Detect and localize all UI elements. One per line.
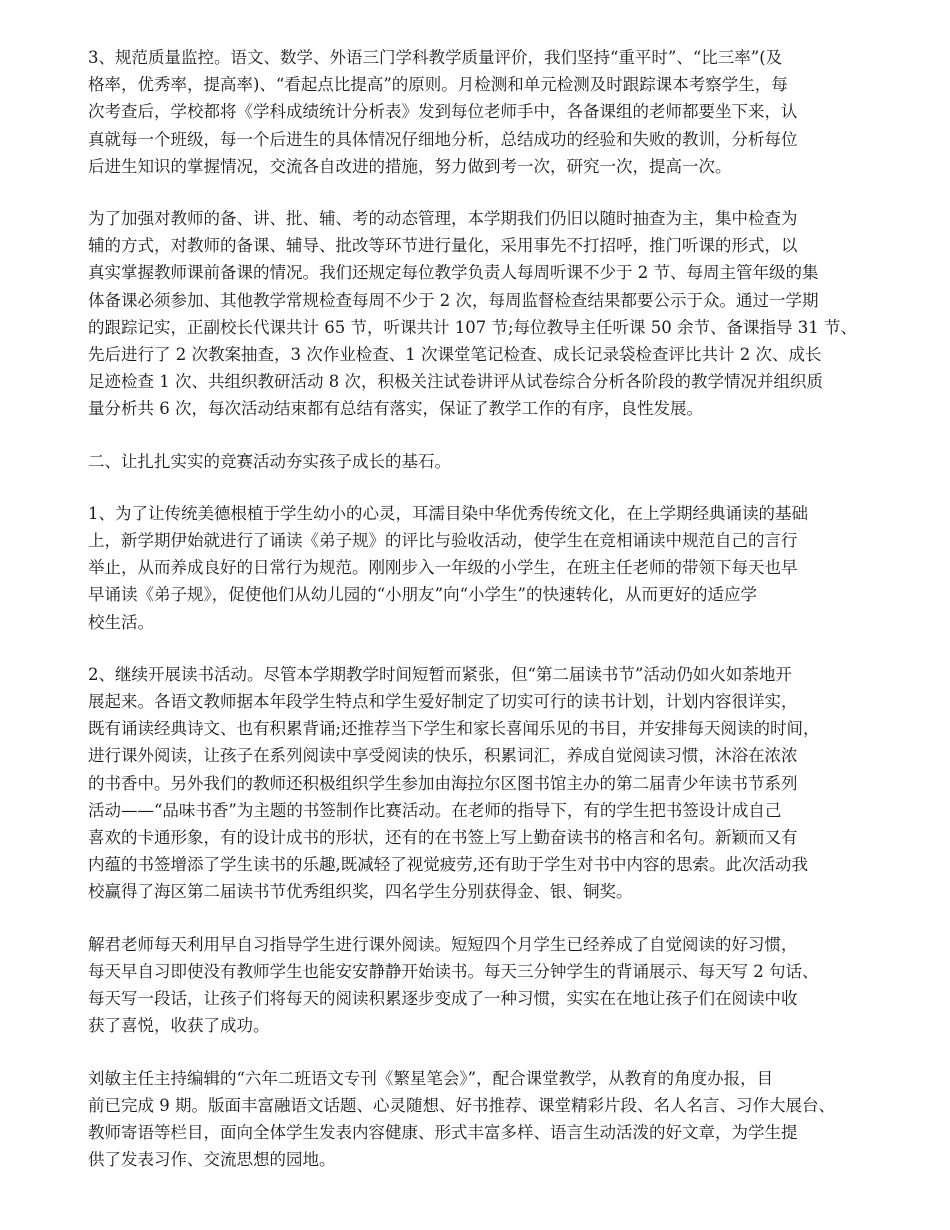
text-line: 每天早自习即使没有教师学生也能安安静静开始读书。每天三分钟学生的背诵展示、每天写 2 句话、: [88, 961, 819, 981]
text-line: 次考查后，学校都将《学科成绩统计分析表》发到每位老师手中，各备课组的老师都要坐下来，认: [88, 102, 798, 122]
text-line: 早诵读《弟子规》，促使他们从幼儿园的“小朋友”向“小学生”的快速转化，从而更好的适应学: [88, 585, 757, 605]
text-line: 供了发表习作、交流思想的园地。: [88, 1150, 336, 1170]
text-line: 格率，优秀率，提高率)、“看起点比提高”的原则。月检测和单元检测及时跟踪课本考察学生，每: [88, 75, 788, 95]
text-line: 为了加强对教师的备、讲、批、辅、考的动态管理，本学期我们仍旧以随时抽查为主，集中检查为: [88, 209, 798, 229]
text-line: 解君老师每天利用早自习指导学生进行课外阅读。短短四个月学生已经养成了自觉阅读的好习惯，: [88, 934, 798, 954]
text-line: 量分析共 6 次，每次活动结束都有总结有落实，保证了教学工作的有序，良性发展。: [88, 399, 703, 419]
paragraph-class-journal: [88, 1065, 908, 1174]
document-page: [88, 44, 908, 1198]
text-line: 校赢得了海区第二届读书节优秀组织奖，四名学生分别获得金、银、铜奖。: [88, 882, 633, 902]
text-line: 内蕴的书签增添了学生读书的乐趣,既减轻了视觉疲劳,还有助于学生对书中内容的思索。此次活动我: [88, 855, 808, 875]
text-line: 举止，从而养成良好的日常行为规范。刚刚步入一年级的小学生，在班主任老师的带领下每天也早: [88, 558, 798, 578]
text-line: 的跟踪记实，正副校长代课共计 65 节，听课共计 107 节;每位教导主任听课 50 余节、备课指导 31 节、: [88, 317, 857, 337]
text-line: 1、为了让传统美德根植于学生幼小的心灵，耳濡目染中华优秀传统文化，在上学期经典诵读的基础: [88, 503, 808, 523]
text-line: 喜欢的卡通形象，有的设计成书的形状，还有的在书签上写上勤奋读书的格言和名句。新颖而又有: [88, 828, 798, 848]
paragraph-dizigui-recitation: [88, 500, 908, 636]
paragraph-quality-monitoring: [88, 44, 908, 180]
text-line: 展起来。各语文教师据本年段学生特点和学生爱好制定了切实可行的读书计划，计划内容很详实，: [88, 692, 798, 712]
text-line: 活动——“品味书香”为主题的书签制作比赛活动。在老师的指导下，有的学生把书签设计成自己: [88, 800, 782, 820]
text-line: 的书香中。另外我们的教师还积极组织学生参加由海拉尔区图书馆主办的第二届青少年读书节系列: [88, 773, 798, 793]
text-line: 先后进行了 2 次教案抽查，3 次作业检查、1 次课堂笔记检查、成长记录袋检查评比共计 2 次、成长: [88, 345, 822, 365]
text-line: 刘敏主任主持编辑的“六年二班语文专刊《繁星笔会》”，配合课堂教学，从教育的角度办报，目: [88, 1068, 774, 1088]
paragraph-reading-activities: [88, 661, 908, 906]
text-line: 2、继续开展读书活动。尽管本学期教学时间短暂而紧张，但“第二届读书节”活动仍如火如荼地开: [88, 664, 792, 684]
text-line: 前已完成 9 期。版面丰富融语文话题、心灵随想、好书推荐、课堂精彩片段、名人名言、习作大展台、: [88, 1095, 835, 1115]
text-line: 真就每一个班级，每一个后进生的具体情况仔细地分析，总结成功的经验和失败的教训，分析每位: [88, 129, 798, 149]
text-line: 教师寄语等栏目，面向全体学生发表内容健康、形式丰富多样、语言生动活泼的好文章，为学生提: [88, 1122, 798, 1142]
text-line: 后进生知识的掌握情况，交流各自改进的措施，努力做到考一次，研究一次，提高一次。: [88, 156, 732, 176]
text-line: 每天写一段话，让孩子们将每天的阅读积累逐步变成了一种习惯，实实在在地让孩子们在阅读中收: [88, 989, 798, 1009]
text-line: 校生活。: [88, 612, 154, 632]
paragraph-teacher-management: [88, 205, 908, 423]
text-line: 足迹检查 1 次、共组织教研活动 8 次，积极关注试卷讲评从试卷综合分析各阶段的教学情况并组织质: [88, 372, 823, 392]
text-line: 3、规范质量监控。语文、数学、外语三门学科教学质量评价，我们坚持“重平时”、“比三率”(及: [88, 48, 783, 67]
text-line: 辅的方式，对教师的备课、辅导、批改等环节进行量化，采用事先不打招呼，推门听课的形式，以: [88, 236, 798, 256]
text-line: 获了喜悦，收获了成功。: [88, 1016, 270, 1036]
paragraph-morning-reading: [88, 931, 908, 1040]
text-line: 上，新学期伊始就进行了诵读《弟子规》的评比与验收活动，使学生在竞相诵读中规范自己的言行: [88, 531, 798, 551]
text-line: 体备课必须参加、其他教学常规检查每周不少于 2 次，每周监督检查结果都要公示于众。通过一学期: [88, 290, 819, 310]
section-heading: 二、让扎扎实实的竞赛活动夯实孩子成长的基石。: [88, 451, 451, 471]
text-line: 进行课外阅读，让孩子在系列阅读中享受阅读的快乐，积累词汇，养成自觉阅读习惯，沐浴在浓浓: [88, 746, 798, 766]
text-line: 既有诵读经典诗文、也有积累背诵;还推荐当下学生和家长喜闻乐见的书目，并安排每天阅读的时间，: [88, 719, 820, 739]
section-heading-competitions: [88, 448, 908, 475]
text-line: 真实掌握教师课前备课的情况。我们还规定每位教学负责人每周听课不少于 2 节、每周主管年级的集: [88, 263, 819, 283]
